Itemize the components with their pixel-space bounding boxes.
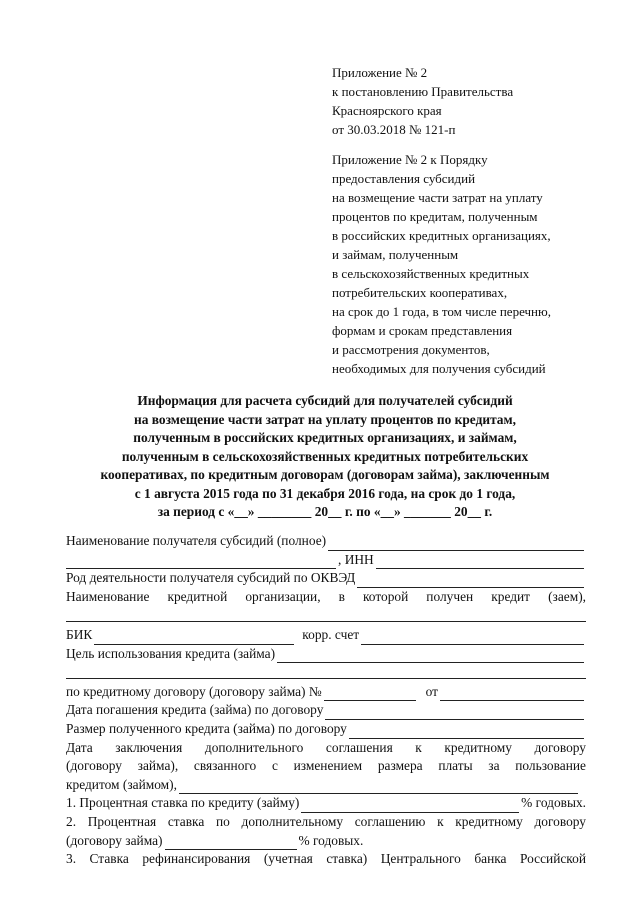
supplement-label: кредитом (займом), xyxy=(66,776,177,792)
title-line: полученным в российских кредитных организациях, и займам, xyxy=(133,430,517,445)
recipient-name-continuation-field[interactable] xyxy=(66,555,336,569)
purpose-label: Цель использования кредита (займа) xyxy=(66,645,276,661)
inn-label: , ИНН xyxy=(338,551,374,567)
rate1-field[interactable] xyxy=(301,799,519,813)
repayment-row xyxy=(66,701,586,720)
rate3-text-line: 3. Ставка рефинансирования (учетная ставка) Центрального банка Российской xyxy=(66,851,586,867)
appendix-order xyxy=(332,150,551,378)
purpose-row xyxy=(66,645,586,664)
credit-amount-row xyxy=(66,720,586,739)
appendix-order-line: на возмещение части затрат на уплату xyxy=(332,190,543,205)
appendix-header-line: к постановлению Правительства xyxy=(332,84,514,99)
contract-row xyxy=(66,683,586,702)
appendix-order-line: и займам, полученным xyxy=(332,247,459,262)
rate2-text-line: 2. Процентная ставка по дополнительному соглашению к кредитному договору xyxy=(66,813,586,829)
credit-amount-label: Размер полученного кредита (займа) по договору xyxy=(66,720,347,736)
supplement-date-field[interactable] xyxy=(179,780,578,794)
corr-account-label: корр. счет xyxy=(302,626,360,642)
appendix-order-line: формам и срокам представления xyxy=(332,323,513,338)
rate2-field[interactable] xyxy=(165,836,297,850)
recipient-name-field[interactable] xyxy=(328,537,584,551)
bik-row xyxy=(66,626,586,645)
rate2-suffix: % годовых. xyxy=(298,832,364,848)
appendix-header-line: от 30.03.2018 № 121-п xyxy=(332,122,456,137)
appendix-order-line: в сельскохозяйственных кредитных xyxy=(332,266,530,281)
bik-field[interactable] xyxy=(94,631,294,645)
recipient-name-row xyxy=(66,532,586,551)
repayment-date-label: Дата погашения кредита (займа) по договору xyxy=(66,702,324,718)
appendix-header-line: Красноярского края xyxy=(332,103,442,118)
title-line: с 1 августа 2015 года по 31 декабря 2016 года, на срок до 1 года, xyxy=(134,485,516,501)
appendix-header xyxy=(332,63,513,139)
rate1-suffix: % годовых. xyxy=(521,795,586,811)
appendix-order-line: процентов по кредитам, полученным xyxy=(332,209,538,224)
title-line: на возмещение части затрат на уплату процентов по кредитам, xyxy=(134,411,516,427)
appendix-order-line: в российских кредитных организациях, xyxy=(332,228,551,243)
appendix-order-line: предоставления субсидий xyxy=(332,171,476,186)
appendix-order-line: на срок до 1 года, в том числе перечню, xyxy=(332,304,551,319)
okved-field[interactable] xyxy=(357,574,584,588)
subsidy-form xyxy=(66,532,586,869)
bik-label: БИК xyxy=(66,626,93,642)
purpose-continuation-field[interactable] xyxy=(66,663,586,679)
contract-from-label: от xyxy=(425,683,438,699)
title-line: кооперативах, по кредитным договорам (договорам займа), заключенным xyxy=(100,467,550,482)
rate2-label: (договору займа) xyxy=(66,832,163,848)
supplement-row xyxy=(66,776,586,795)
bank-name-label: Наименование кредитной организации, в которой получен кредит (заем), xyxy=(66,588,586,604)
supplement-text-line: (договору займа), связанного с изменением размера платы за пользование xyxy=(66,758,586,774)
rate2-row xyxy=(66,832,586,851)
inn-field[interactable] xyxy=(376,555,584,569)
contract-number-label: по кредитному договору (договору займа) № xyxy=(66,683,322,699)
credit-amount-field[interactable] xyxy=(349,725,584,739)
contract-number-field[interactable] xyxy=(324,687,416,701)
appendix-order-line: Приложение № 2 к Порядку xyxy=(332,152,488,167)
inn-row xyxy=(66,551,586,570)
title-line: Информация для расчета субсидий для получателей субсидий xyxy=(137,393,513,408)
document-title xyxy=(60,392,590,522)
appendix-order-line: и рассмотрения документов, xyxy=(332,342,490,357)
bank-name-field[interactable] xyxy=(66,606,586,622)
contract-date-field[interactable] xyxy=(440,687,584,701)
appendix-header-line: Приложение № 2 xyxy=(332,65,428,80)
supplement-text-line: Дата заключения дополнительного соглашения к кредитному договору xyxy=(66,739,586,755)
rate1-row xyxy=(66,794,586,813)
repayment-date-field[interactable] xyxy=(325,706,584,720)
purpose-field[interactable] xyxy=(277,649,584,663)
title-line: полученным в сельскохозяйственных кредитных потребительских xyxy=(121,448,529,464)
title-line: за период с «__» ________ 20__ г. по «__» _______ 20__ г. xyxy=(157,504,493,519)
okved-label: Род деятельности получателя субсидий по ОКВЭД xyxy=(66,570,356,586)
appendix-order-line: потребительских кооперативах, xyxy=(332,285,508,300)
rate1-label: 1. Процентная ставка по кредиту (займу) xyxy=(66,795,300,811)
okved-row xyxy=(66,569,586,588)
recipient-name-label: Наименование получателя субсидий (полное) xyxy=(66,533,327,548)
appendix-order-line: необходимых для получения субсидий xyxy=(332,361,546,376)
corr-account-field[interactable] xyxy=(361,631,584,645)
